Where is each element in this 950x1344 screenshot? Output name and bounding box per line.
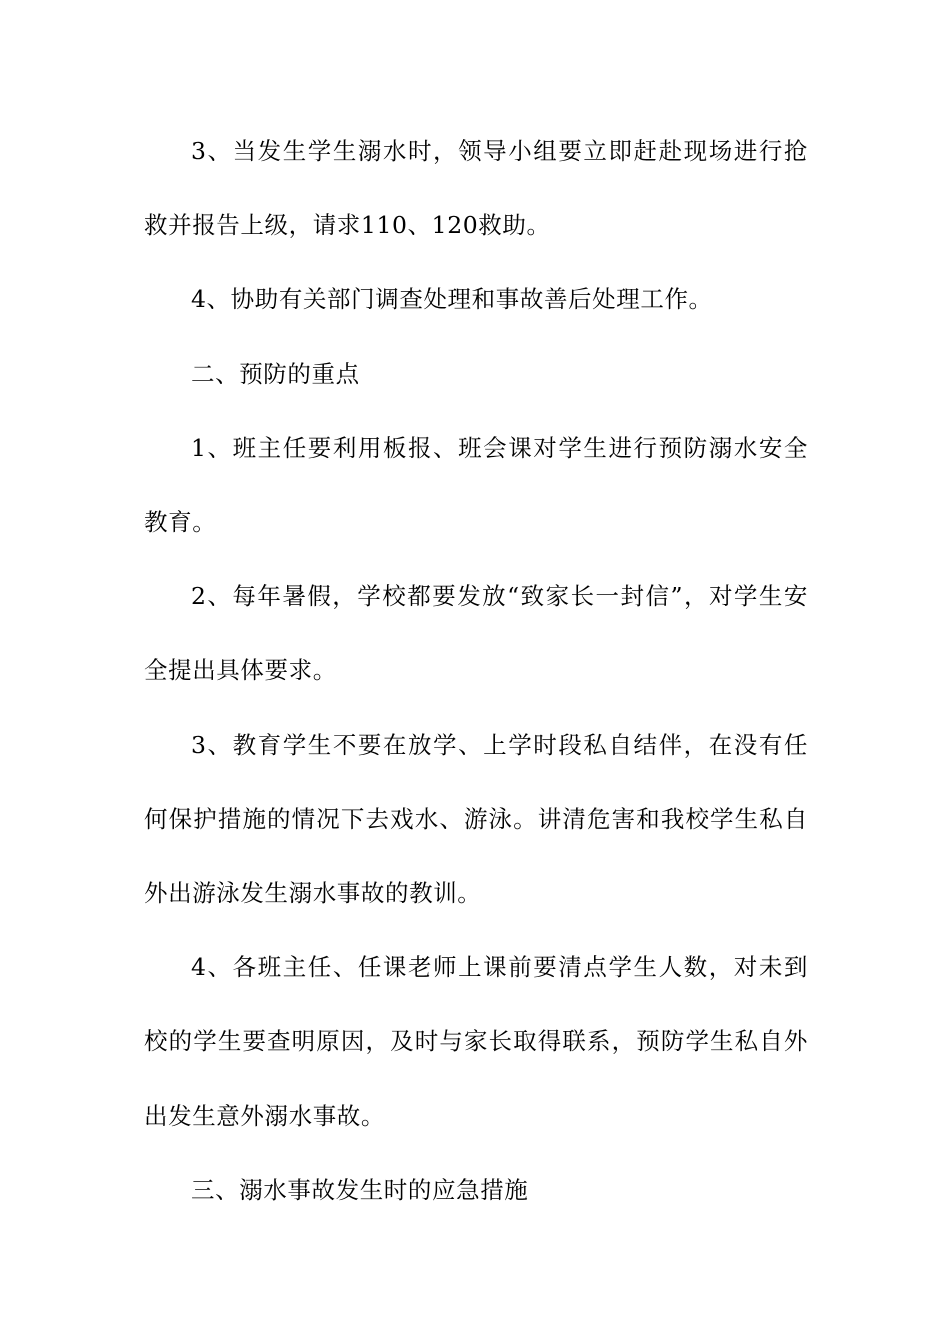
document-body	[144, 114, 808, 1227]
section-heading-emergency: 三、溺水事故发生时的应急措施	[191, 1175, 529, 1204]
paragraph-item-1-education: 1、班主任要利用板报、班会课对学生进行预防溺水安全教育。	[144, 433, 808, 537]
section-heading-prevention: 二、预防的重点	[191, 359, 360, 388]
paragraph-item-2-letter: 2、每年暑假，学校都要发放“致家长一封信”，对学生安全提出具体要求。	[144, 582, 808, 685]
paragraph-item-4-attendance: 4、各班主任、任课老师上课前要清点学生人数，对未到校的学生要查明原因，及时与家长取得联系，预防学生私自外出发生意外溺水事故。	[144, 953, 808, 1130]
paragraph-item-3-rescue: 3、当发生学生溺水时，领导小组要立即赶赴现场进行抢救并报告上级，请求110、120救助。	[144, 137, 808, 240]
paragraph-item-3-warning: 3、教育学生不要在放学、上学时段私自结伴，在没有任何保护措施的情况下去戏水、游泳。讲清危害和我校学生私自外出游泳发生溺水事故的教训。	[144, 730, 808, 908]
paragraph-item-4-assist: 4、协助有关部门调查处理和事故善后处理工作。	[191, 285, 713, 314]
